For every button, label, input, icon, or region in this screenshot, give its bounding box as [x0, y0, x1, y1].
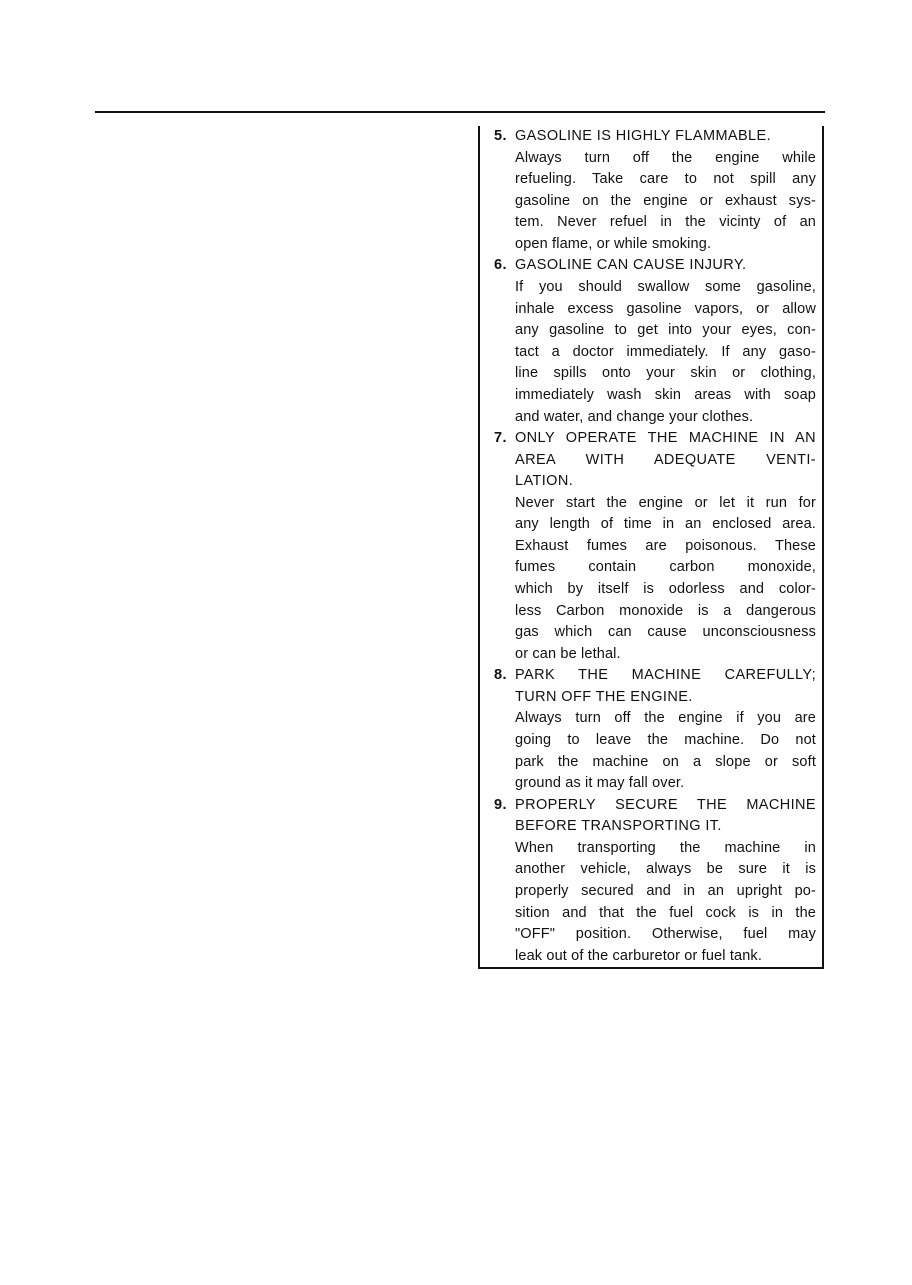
- item-title: [515, 428, 816, 493]
- item-body-line: which by itself is odorless and color-: [515, 581, 816, 597]
- item-title-line: AREA WITH ADEQUATE VENTI-: [515, 451, 816, 468]
- item-body-line: any gasoline to get into your eyes, con-: [515, 322, 816, 339]
- item-body-line: refueling. Take care to not spill any: [515, 171, 816, 188]
- item-body-line: or can be lethal.: [515, 645, 621, 662]
- item-body-line: Never start the engine or let it run for: [515, 494, 816, 511]
- item-body-line: inhale excess gasoline vapors, or allow: [515, 300, 816, 317]
- item-title-line: GASOLINE IS HIGHLY FLAMMABLE.: [515, 128, 772, 144]
- item-body-line: open flame, or while smoking.: [515, 235, 712, 252]
- item-body-line: Exhaust fumes are poisonous. These: [515, 537, 816, 554]
- item-body-line: ground as it may fall over.: [515, 775, 685, 792]
- item-body-line: gas which can cause unconsciousness: [515, 624, 816, 641]
- item-title-line: BEFORE TRANSPORTING IT.: [515, 818, 722, 835]
- safety-warning-box: [478, 126, 824, 969]
- safety-item-9: [480, 795, 822, 968]
- item-body-line: going to leave the machine. Do not: [515, 731, 816, 748]
- item-body-line: Always turn off the engine if you are: [515, 710, 816, 727]
- item-number: 9.: [494, 796, 507, 813]
- item-title: [515, 665, 816, 708]
- item-number: 5.: [494, 128, 507, 144]
- item-body: [515, 838, 816, 968]
- item-title-line: PARK THE MACHINE CAREFULLY;: [515, 667, 816, 684]
- item-body: [515, 708, 816, 794]
- item-title-line: GASOLINE CAN CAUSE INJURY.: [515, 257, 747, 274]
- item-body-line: line spills onto your skin or clothing,: [515, 365, 816, 382]
- item-body-line: park the machine on a slope or soft: [515, 753, 816, 770]
- item-title-line: ONLY OPERATE THE MACHINE IN AN: [515, 430, 816, 447]
- item-body-line: "OFF" position. Otherwise, fuel may: [515, 926, 816, 943]
- safety-item-6: [480, 255, 822, 428]
- item-body-line: less Carbon monoxide is a dangerous: [515, 602, 816, 619]
- item-body: [515, 148, 816, 256]
- safety-item-5: [480, 126, 822, 255]
- item-body-line: sition and that the fuel cock is in the: [515, 904, 816, 921]
- item-title-line: TURN OFF THE ENGINE.: [515, 688, 693, 705]
- item-number: 7.: [494, 430, 507, 447]
- item-body-line: tem. Never refuel in the vicinty of an: [515, 214, 816, 231]
- item-body-line: When transporting the machine in: [515, 839, 816, 856]
- safety-item-list: [480, 126, 822, 967]
- item-title: [515, 126, 816, 148]
- item-title: [515, 795, 816, 838]
- item-body-line: If you should swallow some gasoline,: [515, 278, 816, 295]
- item-body-line: tact a doctor immediately. If any gaso-: [515, 343, 816, 360]
- item-body-line: properly secured and in an upright po-: [515, 882, 816, 899]
- item-title-line: PROPERLY SECURE THE MACHINE: [515, 796, 816, 813]
- item-number: 6.: [494, 257, 507, 274]
- item-body-line: immediately wash skin areas with soap: [515, 386, 816, 403]
- item-body-line: leak out of the carburetor or fuel tank.: [515, 947, 762, 964]
- safety-item-8: [480, 665, 822, 794]
- item-body: [515, 277, 816, 428]
- item-number: 8.: [494, 667, 507, 684]
- item-body-line: fumes contain carbon monoxide,: [515, 559, 816, 576]
- item-body: [515, 493, 816, 666]
- item-body-line: another vehicle, always be sure it is: [515, 861, 816, 878]
- item-body-line: any length of time in an enclosed area.: [515, 516, 816, 533]
- item-body-line: gasoline on the engine or exhaust sys-: [515, 192, 816, 209]
- item-body-line: Always turn off the engine while: [515, 149, 816, 166]
- item-title-line: LATION.: [515, 473, 574, 490]
- safety-item-7: [480, 428, 822, 665]
- item-title: [515, 255, 816, 277]
- item-body-line: and water, and change your clothes.: [515, 408, 754, 425]
- top-rule: [95, 111, 825, 113]
